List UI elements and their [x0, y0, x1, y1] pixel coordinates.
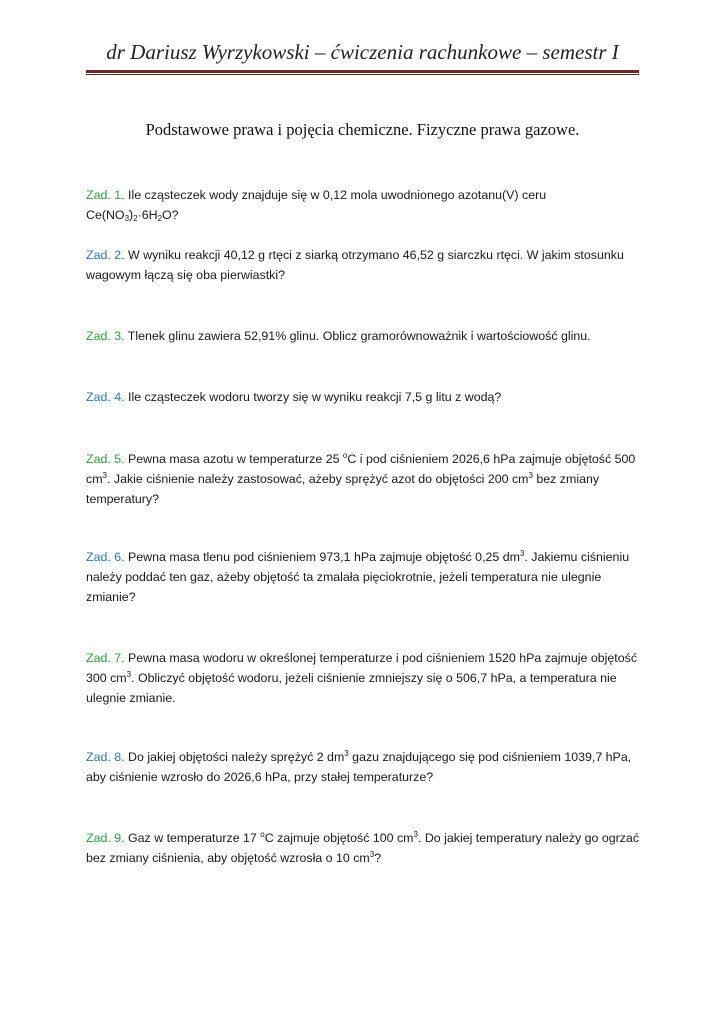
task-7	[86, 648, 642, 708]
task-text: bez zmiany temperatury?	[86, 472, 600, 506]
task-text: ?	[374, 851, 382, 865]
task-text: . Jakiemu ciśnieniu należy poddać ten gaz, ażeby objętość ta zmalała pięciokrotnie, jeżeli temperatura nie ulegnie zmianie?	[86, 550, 630, 604]
task-1	[86, 185, 642, 225]
superscript: o	[260, 830, 265, 839]
task-text: )	[129, 208, 134, 222]
header-rule-thin	[86, 74, 639, 75]
superscript: 3	[519, 549, 525, 558]
task-text: Ile cząsteczek wody znajduje się w 0,12 mola uwodnionego azotanu(V) ceru Ce(NO	[86, 188, 547, 222]
task-2	[86, 245, 642, 285]
task-6	[86, 547, 642, 607]
task-text: gazu znajdującego się pod ciśnieniem 1039,7 hPa, aby ciśnienie wzrosło do 2026,6 hPa, przy stałej temperaturze?	[86, 750, 632, 784]
superscript: 3	[528, 471, 533, 480]
superscript: 3	[369, 850, 375, 859]
task-label: Zad. 6.	[86, 550, 125, 564]
task-text: W wyniku reakcji 40,12 g rtęci z siarką otrzymano 46,52 g siarczku rtęci. W jakim stosunku wagowym łączą się oba pierwiastki?	[86, 248, 624, 282]
task-text: . Do jakiej temperatury należy go ogrzać bez zmiany ciśnienia, aby objętość wzrosła o 10 cm	[86, 831, 640, 865]
task-label: Zad. 5.	[86, 452, 125, 466]
task-label: Zad. 3.	[86, 329, 125, 343]
superscript: 3	[126, 670, 132, 679]
task-text: O?	[162, 208, 179, 222]
task-label: Zad. 1.	[86, 188, 125, 202]
task-label: Zad. 8.	[86, 750, 125, 764]
task-label: Zad. 2.	[86, 248, 125, 262]
task-text: Gaz w temperaturze 17	[128, 831, 261, 845]
task-label: Zad. 7.	[86, 651, 125, 665]
task-text: Ile cząsteczek wodoru tworzy się w wyniku reakcji 7,5 g litu z wodą?	[128, 390, 502, 404]
task-text: Pewna masa azotu w temperaturze 25	[128, 452, 343, 466]
task-3	[86, 326, 642, 346]
header-rule-thick	[86, 70, 639, 73]
subscript: 2	[157, 214, 163, 223]
task-label: Zad. 9.	[86, 831, 125, 845]
task-5	[86, 449, 642, 509]
task-text: ·6H	[137, 208, 158, 222]
task-9	[86, 828, 642, 868]
task-text: . Obliczyć objętość wodoru, jeżeli ciśnienie zmniejszy się o 506,7 hPa, a temperatura nie ulegnie zmianie.	[86, 671, 617, 705]
task-text: Pewna masa tlenu pod ciśnieniem 973,1 hPa zajmuje objętość 0,25 dm	[128, 550, 520, 564]
page-title: Podstawowe prawa i pojęcia chemiczne. Fizyczne prawa gazowe.	[145, 120, 580, 139]
task-text: C zajmuje objętość 100 cm	[264, 831, 414, 845]
superscript: 3	[344, 749, 349, 758]
subscript: 2	[133, 214, 138, 223]
task-label: Zad. 4.	[86, 390, 125, 404]
subscript: 3	[124, 214, 130, 223]
superscript: 3	[102, 471, 107, 480]
page-header: dr Dariusz Wyrzykowski – ćwiczenia rachunkowe – semestr I	[106, 40, 619, 64]
task-text: C i pod ciśnieniem 2026,6 hPa zajmuje objętość 500 cm	[86, 452, 636, 486]
task-4	[86, 387, 642, 407]
task-text: Do jakiej objętości należy sprężyć 2 dm	[128, 750, 345, 764]
superscript: 3	[413, 830, 418, 839]
superscript: o	[342, 451, 348, 460]
task-text: Tlenek glinu zawiera 52,91% glinu. Oblicz gramorównoważnik i wartościowość glinu.	[127, 329, 591, 343]
task-text: Pewna masa wodoru w określonej temperaturze i pod ciśnieniem 1520 hPa zajmuje objętość 300 cm	[86, 651, 638, 685]
task-text: . Jakie ciśnienie należy zastosować, ażeby sprężyć azot do objętości 200 cm	[106, 472, 529, 486]
task-8	[86, 747, 642, 787]
